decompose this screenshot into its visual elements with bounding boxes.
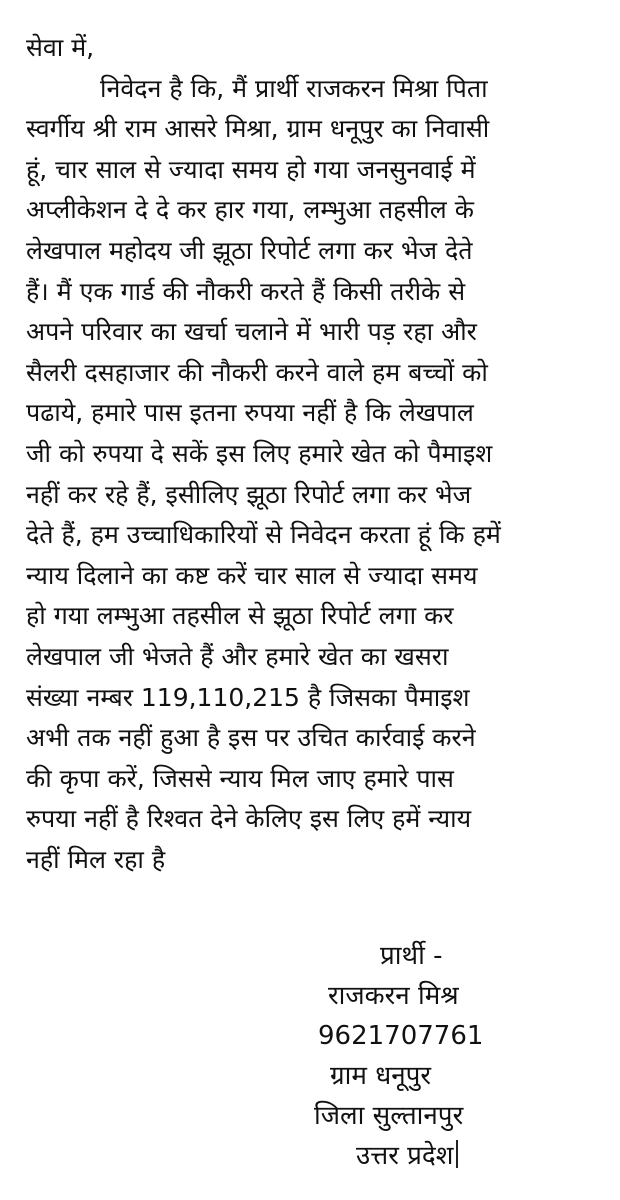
signature-state-line (300, 1136, 600, 1176)
signature-phone: 9621707761 (318, 1021, 484, 1051)
body-line: निवेदन है कि, मैं प्रार्थी राजकरन मिश्रा पिता (100, 73, 488, 103)
body-line: स्वर्गीय श्री राम आसरे मिश्रा, ग्राम धनूपुर का निवासी (26, 114, 490, 144)
body-line: हूं, चार साल से ज्यादा समय हो गया जनसुनवाई में (26, 154, 476, 184)
body-line: अभी तक नहीं हुआ है इस पर उचित कार्रवाई करने (26, 723, 476, 753)
signature-name: राजकरन मिश्र (328, 981, 459, 1011)
body-line: अपने परिवार का खर्चा चलाने में भारी पड़ रहा और (26, 317, 477, 347)
body-line: हो गया लम्भुआ तहसील से झूठा रिपोर्ट लगा कर (26, 601, 454, 631)
body-line: संख्या नम्बर 119,110,215 है जिसका पैमाइश (26, 682, 470, 712)
body-line: लेखपाल जी भेजते हैं और हमारे खेत का खसरा (26, 641, 449, 671)
body-line: नहीं कर रहे हैं, इसीलिए झूठा रिपोर्ट लगा कर भेज (26, 479, 472, 509)
body-line: रुपया नहीं है रिश्वत देने केलिए इस लिए हमें न्याय (26, 804, 472, 834)
body-line: नहीं मिल रहा है (26, 844, 166, 874)
body-line: हैं। मैं एक गार्ड की नौकरी करते हैं किसी तरीके से (26, 276, 466, 306)
body-line: की कृपा करें, जिससे न्याय मिल जाए हमारे पास (26, 763, 454, 793)
signature-label: प्रार्थी - (380, 941, 443, 971)
text-cursor (456, 1140, 458, 1168)
signature-district: जिला सुल्तानपुर (314, 1101, 464, 1131)
salutation: सेवा में, (26, 33, 95, 62)
body-line: देते हैं, हम उच्चाधिकारियों से निवेदन करता हूं कि हमें (26, 520, 501, 550)
signature-village: ग्राम धनूपुर (330, 1061, 432, 1091)
signature-block (300, 936, 600, 1176)
letter-body (26, 28, 606, 880)
body-line: जी को रुपया दे सकें इस लिए हमारे खेत को पैमाइश (26, 438, 493, 468)
body-line: लेखपाल महोदय जी झूठा रिपोर्ट लगा कर भेज देते (26, 235, 473, 265)
body-line: सैलरी दसहाजार की नौकरी करने वाले हम बच्चों को (26, 357, 488, 387)
body-line: पढाये, हमारे पास इतना रुपया नहीं है कि लेखपाल (26, 398, 474, 428)
body-line: न्याय दिलाने का कष्ट करें चार साल से ज्यादा समय (26, 560, 478, 590)
body-line: अप्लीकेशन दे दे कर हार गया, लम्भुआ तहसील के (26, 195, 474, 225)
signature-state: उत्तर प्रदेश (356, 1141, 454, 1171)
